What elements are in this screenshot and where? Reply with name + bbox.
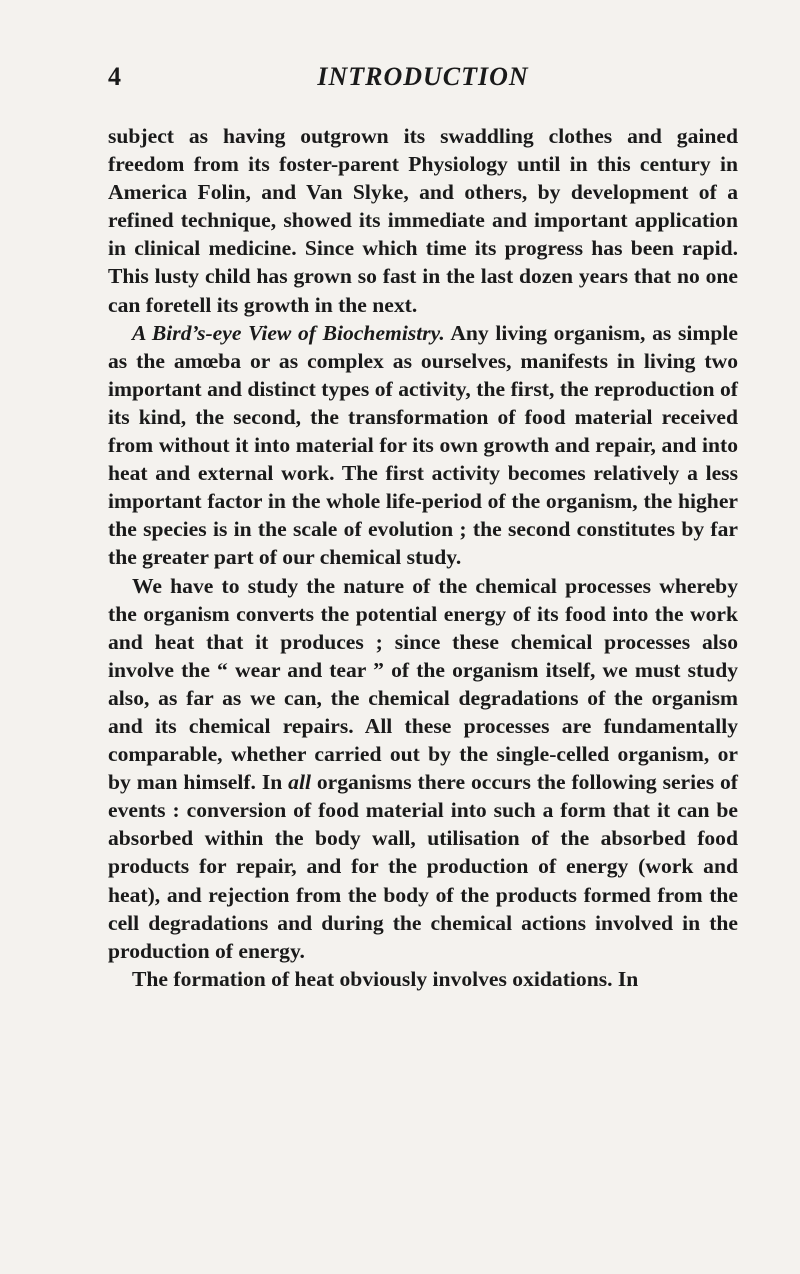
paragraph-4: [108, 965, 738, 993]
paragraph-3-emphasis: all: [288, 770, 311, 795]
paragraph-2: [108, 319, 738, 572]
paragraph-3-text-after: organisms there occurs the following series of events : conversion of food material into such a form that it can be absorbed within the body wall, utilisation of the absorbed food products for repair, and for the production of energy (work and heat), and rejection from the body of the products formed from the cell degradations and during the chemical actions involved in the production of energy.: [108, 770, 739, 963]
paragraph-3-text-before: We have to study the nature of the chemical processes whereby the organism converts the potential energy of its food into the work and heat that it produces ; since these chemical processes also involve the “ wear and tear ” of the organism itself, we must study also, as far as we can, the chemical degradations of the organism and its chemical repairs. All these processes are fundamentally comparable, whether carried out by the single-celled organism, or by man himself. In: [108, 573, 738, 795]
paragraph-2-text: Any living organism, as simple as the amœba or as complex as ourselves, manifests in living two important and distinct types of activity, the first, the reproduction of its kind, the second, the transformation of food material received from without it into material for its own growth and repair, and into heat and external work. The first activity becomes relatively a less important factor in the whole life-period of the organism, the higher the species is in the scale of evolution ; the second constitutes by far the greater part of our chemical study.: [108, 320, 738, 570]
paragraph-1: [108, 122, 738, 319]
paragraph-4-text: The formation of heat obviously involves oxidations. In: [132, 966, 639, 991]
body-text: [108, 122, 738, 993]
page-header: [108, 62, 738, 102]
running-title: INTRODUCTION: [317, 62, 529, 91]
paragraph-3: [108, 572, 738, 965]
section-heading: A Bird’s-eye View of Biochemistry.: [132, 320, 445, 345]
paragraph-1-text: subject as having outgrown its swaddling clothes and gained freedom from its foster-parent Physiology until in this century in America Folin, and Van Slyke, and others, by development of a refined technique, showed its immediate and important application in clinical medicine. Since which time its progress has been rapid. This lusty child has grown so fast in the last dozen years that no one can foretell its growth in the next.: [108, 124, 738, 317]
page-number: 4: [108, 62, 121, 91]
